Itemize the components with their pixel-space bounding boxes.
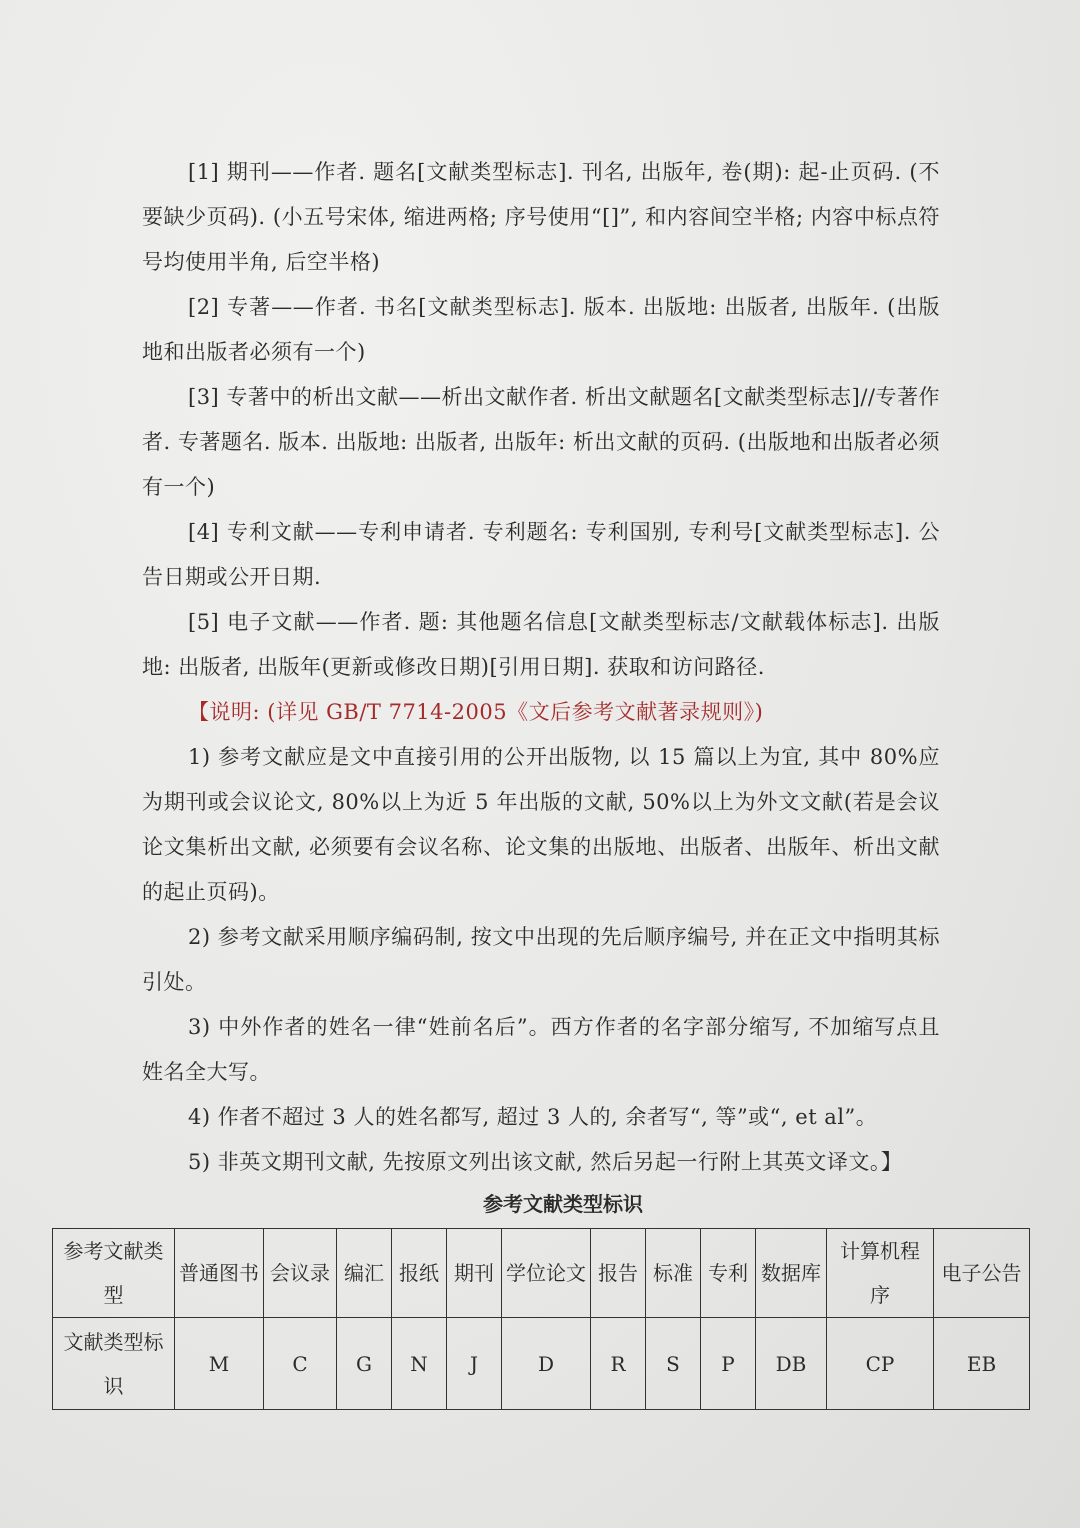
reference-format-monograph-chapter: [3] 专著中的析出文献——析出文献作者. 析出文献题名[文献类型标志]//专著作者. 专著题名. 版本. 出版地: 出版者, 出版年: 析出文献的页码. (出版地和出版者必须有一个) — [142, 385, 940, 499]
table-header-cell: 数据库 — [756, 1229, 827, 1318]
table-code-cell: N — [392, 1318, 447, 1410]
table-header-cell: 参考文献类型 — [53, 1229, 175, 1318]
table-code-cell: R — [591, 1318, 646, 1410]
table-code-cell: G — [337, 1318, 392, 1410]
reference-format-journal: [1] 期刊——作者. 题名[文献类型标志]. 刊名, 出版年, 卷(期): 起-止页码. (不要缺少页码). (小五号宋体, 缩进两格; 序号使用“[]”, 和内容间空半格; 内容中标点符号均使用半角, 后空半格) — [142, 160, 940, 274]
table-code-cell: S — [646, 1318, 701, 1410]
table-header-cell: 会议录 — [264, 1229, 337, 1318]
reference-format-electronic: [5] 电子文献——作者. 题: 其他题名信息[文献类型标志/文献载体标志]. 出版地: 出版者, 出版年(更新或修改日期)[引用日期]. 获取和访问路径. — [142, 610, 940, 679]
table-header-cell: 学位论文 — [502, 1229, 591, 1318]
table-code-cell: 文献类型标识 — [53, 1318, 175, 1410]
table-code-cell: DB — [756, 1318, 827, 1410]
table-code-cell: C — [264, 1318, 337, 1410]
note-item-5: 5) 非英文期刊文献, 先按原文列出该文献, 然后另起一行附上其英文译文。】 — [188, 1150, 903, 1174]
reference-format-monograph: [2] 专著——作者. 书名[文献类型标志]. 版本. 出版地: 出版者, 出版年. (出版地和出版者必须有一个) — [142, 295, 940, 364]
document-body — [142, 150, 940, 1185]
note-heading: 【说明: (详见 GB/T 7714-2005《文后参考文献著录规则》) — [188, 700, 764, 724]
reference-format-patent: [4] 专利文献——专利申请者. 专利题名: 专利国别, 专利号[文献类型标志]. 公告日期或公开日期. — [142, 520, 940, 589]
table-code-cell: EB — [934, 1318, 1030, 1410]
table-code-cell: CP — [827, 1318, 934, 1410]
table-header-cell: 专利 — [701, 1229, 756, 1318]
note-item-4: 4) 作者不超过 3 人的姓名都写, 超过 3 人的, 余者写“, 等”或“, et al”。 — [188, 1105, 878, 1129]
table-header-cell: 计算机程序 — [827, 1229, 934, 1318]
table-code-cell: P — [701, 1318, 756, 1410]
note-item-1: 1) 参考文献应是文中直接引用的公开出版物, 以 15 篇以上为宜, 其中 80%应为期刊或会议论文, 80%以上为近 5 年出版的文献, 50%以上为外文文献(若是会议论文集析出文献, 必须要有会议名称、论文集的出版地、出版者、出版年、析出文献的起止页码)。 — [142, 745, 940, 904]
table-header-cell: 报告 — [591, 1229, 646, 1318]
table-code-cell: J — [447, 1318, 502, 1410]
table-code-cell: M — [175, 1318, 264, 1410]
table-header-cell: 普通图书 — [175, 1229, 264, 1318]
table-header-cell: 电子公告 — [934, 1229, 1030, 1318]
table-header-row — [53, 1229, 1030, 1318]
table-header-cell: 编汇 — [337, 1229, 392, 1318]
document-type-table — [52, 1228, 1030, 1410]
table-title: 参考文献类型标识 — [483, 1192, 643, 1216]
table-header-cell: 报纸 — [392, 1229, 447, 1318]
table-code-row — [53, 1318, 1030, 1410]
table-header-cell: 期刊 — [447, 1229, 502, 1318]
note-item-2: 2) 参考文献采用顺序编码制, 按文中出现的先后顺序编号, 并在正文中指明其标引处。 — [142, 925, 940, 994]
note-item-3: 3) 中外作者的姓名一律“姓前名后”。西方作者的名字部分缩写, 不加缩写点且姓名全大写。 — [142, 1015, 940, 1084]
table-header-cell: 标准 — [646, 1229, 701, 1318]
table-code-cell: D — [502, 1318, 591, 1410]
